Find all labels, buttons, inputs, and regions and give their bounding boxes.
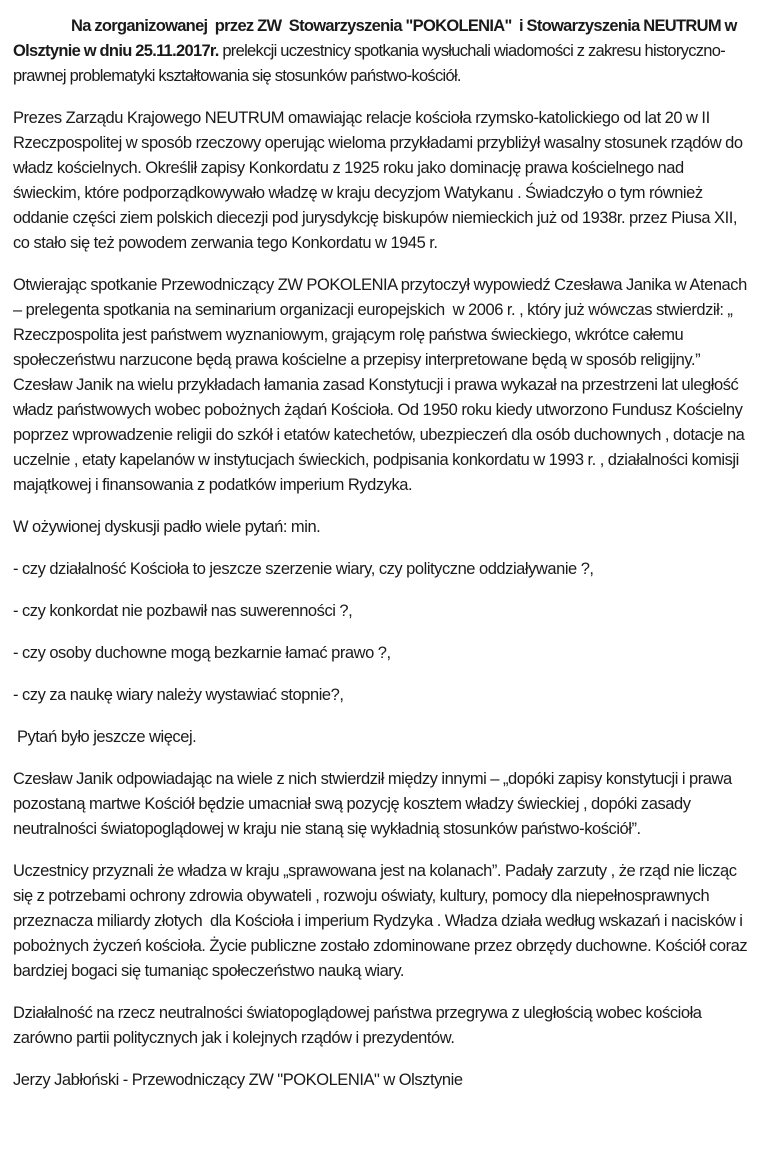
intro-paragraph <box>13 14 754 89</box>
neutrum-report-paragraph: Prezes Zarządu Krajowego NEUTRUM omawiając relacje kościoła rzymsko-katolickiego od lat 20 w II Rzeczpospolitej w sposób rzeczowy operując wieloma przykładami przybliżył wasalny stosunek rządów do władz kościelnych. Określił zapisy Konkordatu z 1925 roku jako dominację prawa kościelnego nad świeckim, które podporządkowywało władzę w kraju decyzjom Watykanu . Świadczyło o tym również oddanie części ziem polskich diecezji pod jurysdykcję biskupów niemieckich już od 1938r. przez Piusa XII, co stało się też powodem zerwania tego Konkordatu w 1945 r. <box>13 109 747 252</box>
participants-paragraph: Uczestnicy przyznali że władza w kraju „sprawowana jest na kolanach”. Padały zarzuty , że rząd nie licząc się z potrzebami ochrony zdrowia obywateli , rozwoju oświaty, kultury, pomocy dla niepełnosprawnych przeznacza miliardy złotych dla Kościoła i imperium Rydzyka . Władza działa według wskazań i nacisków i pobożnych życzeń kościoła. Życie publiczne zostało zdominowane przez obrzędy duchowne. Kościół coraz bardziej bogaci się tumaniąc społeczeństwo nauką wiary. <box>13 862 752 980</box>
intro-bold-text: Na zorganizowanej przez ZW Stowarzyszenia "POKOLENIA" i Stowarzyszenia NEUTRUM w Olsztynie w dniu 25.11.2017r. <box>13 17 741 60</box>
signature-line: Jerzy Jabłoński - Przewodniczący ZW "POKOLENIA" w Olsztynie <box>13 1071 463 1089</box>
janik-statement-paragraph: Otwierając spotkanie Przewodniczący ZW POKOLENIA przytoczył wypowiedź Czesława Janika w Atenach – prelegenta spotkania na seminarium organizacji europejskich w 2006 r. , który już wówczas stwierdził: „ Rzeczpospolita jest państwem wyznaniowym, grającym rolę państwa świeckiego, wkrótce całemu społeczeństwu narzucone będą prawa kościelne a przepisy interpretowane będą w sposób religijny.” Czesław Janik na wielu przykładach łamania zasad Konstytucji i prawa wykazał na przestrzeni lat uległość władz państwowych wobec pobożnych żądań Kościoła. Od 1950 roku kiedy utworzono Fundusz Kościelny poprzez wprowadzenie religii do szkół i etatów katechetów, ubezpieczeń dla osób duchownych , dotacje na uczelnie , etaty kapelanów w instytucjach świeckich, podpisania konkordatu w 1993 r. , działalności komisji majątkowej i finansowania z podatków imperium Rydzyka. <box>13 276 751 494</box>
question-item-3: - czy osoby duchowne mogą bezkarnie łamać prawo ?, <box>13 644 391 662</box>
discussion-intro-line: W ożywionej dyskusji padło wiele pytań: min. <box>13 518 321 536</box>
janik-reply-paragraph: Czesław Janik odpowiadając na wiele z nich stwierdził między innymi – „dopóki zapisy konstytucji i prawa pozostaną martwe Kościół będzie umacniał swą pozycję kosztem władzy świeckiej , dopóki zasady neutralności światopoglądowej w kraju nie staną się wykładnią stosunków państwo-kościół”. <box>13 770 736 838</box>
question-item-4: - czy za naukę wiary należy wystawiać stopnie?, <box>13 686 344 704</box>
question-item-1: - czy działalność Kościoła to jeszcze szerzenie wiary, czy polityczne oddziaływanie ?, <box>13 560 594 578</box>
more-questions-line: Pytań było jeszcze więcej. <box>13 728 197 746</box>
question-item-2: - czy konkordat nie pozbawił nas suwerenności ?, <box>13 602 353 620</box>
intro-regular-text: prelekcji uczestnicy spotkania wysłuchali wiadomości z zakresu historyczno-prawnej problematyki kształtowania się stosunków państwo-kościół. <box>13 42 726 85</box>
conclusion-paragraph: Działalność na rzecz neutralności światopoglądowej państwa przegrywa z uległością wobec kościoła zarówno partii politycznych jak i kolejnych rządów i prezydentów. <box>13 1004 706 1047</box>
